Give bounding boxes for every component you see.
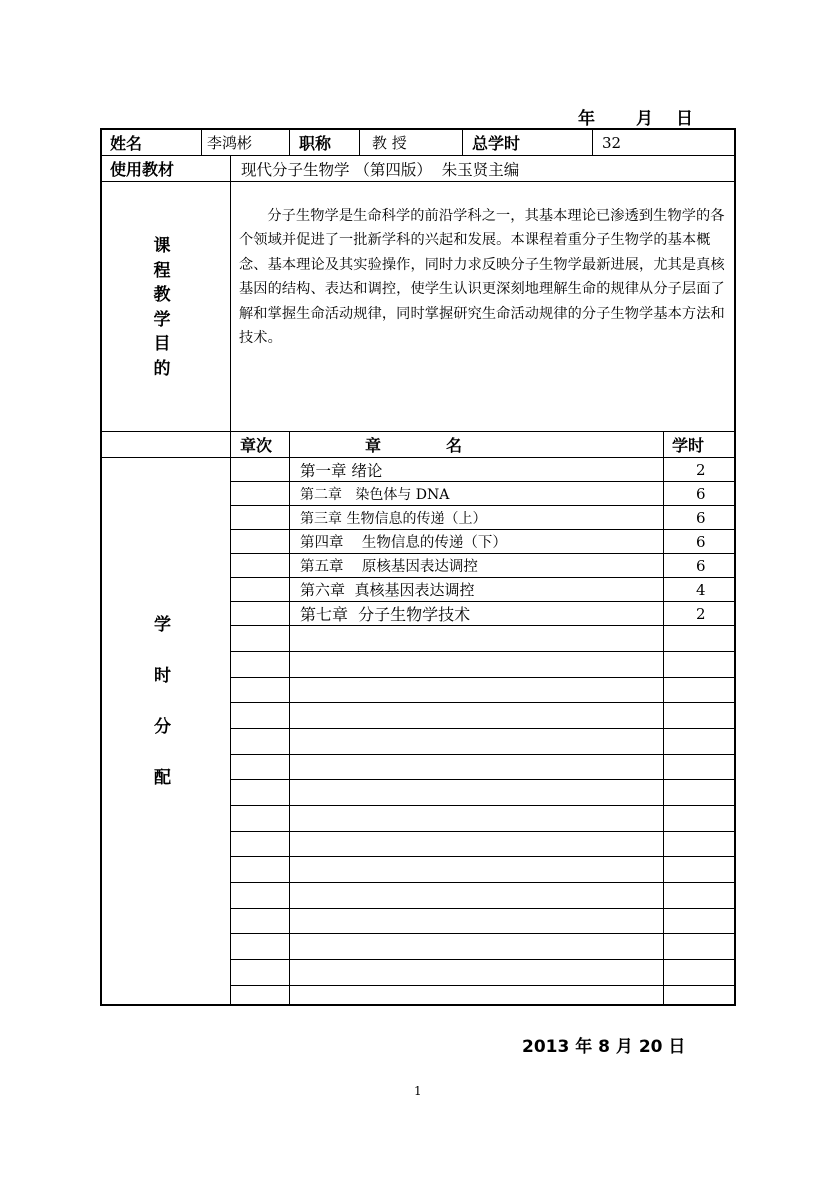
chapter-hours-cell: 6 <box>664 554 734 578</box>
empty-chapter-no-cell <box>231 755 290 780</box>
chapter-number-header: 章次 <box>231 432 290 458</box>
empty-hours-cell <box>664 986 734 1004</box>
chapter-name-cell: 第三章 生物信息的传递（上） <box>290 506 664 530</box>
empty-chapter-no-cell <box>231 652 290 678</box>
purpose-label-chars <box>151 234 173 381</box>
chapter-hours-cell: 6 <box>664 482 734 506</box>
empty-chapter-name-cell <box>290 960 664 986</box>
header-date-placeholder <box>560 104 740 128</box>
empty-chapter-no-cell <box>231 909 290 934</box>
chapter-name-cell: 第二章 染色体与 DNA <box>290 482 664 506</box>
empty-chapter-no-cell <box>231 678 290 703</box>
chapter-no-cell <box>231 482 290 506</box>
chapter-no-cell <box>231 578 290 602</box>
day-char: 日 <box>676 109 693 129</box>
chapter-no-cell <box>231 554 290 578</box>
purpose-char: 的 <box>153 358 171 379</box>
empty-chapter-name-cell <box>290 883 664 909</box>
title-label: 职称 <box>290 130 360 156</box>
empty-hours-cell <box>664 934 734 960</box>
empty-chapter-no-cell <box>231 729 290 755</box>
empty-chapter-no-cell <box>231 857 290 883</box>
chapter-name-cell: 第一章 绪论 <box>290 458 664 482</box>
purpose-char: 程 <box>153 260 171 281</box>
chapter-hours-cell: 2 <box>664 458 734 482</box>
chapter-name-header-char1: 章 <box>365 436 382 455</box>
total-hours-value: 32 <box>593 130 734 156</box>
empty-hours-cell <box>664 780 734 806</box>
page-number: 1 <box>414 1084 422 1098</box>
empty-hours-cell <box>664 832 734 857</box>
hours-header: 学时 <box>664 432 734 458</box>
empty-hours-cell <box>664 960 734 986</box>
chapter-no-cell <box>231 530 290 554</box>
chapter-name-cell: 第七章 分子生物学技术 <box>290 602 664 626</box>
empty-chapter-name-cell <box>290 729 664 755</box>
empty-chapter-name-cell <box>290 832 664 857</box>
allocation-char: 时 <box>154 666 171 686</box>
empty-chapter-name-cell <box>290 934 664 960</box>
empty-chapter-no-cell <box>231 883 290 909</box>
textbook-value: 现代分子生物学 （第四版） 朱玉贤主编 <box>231 156 734 182</box>
course-purpose-text: 分子生物学是生命科学的前沿学科之一，其基本理论已渗透到生物学的各个领域并促进了一批新学科的兴起和发展。本课程着重分子生物学的基本概念、基本理论及其实验操作，同时力求反映分子生物学最新进展，尤其是真核基因的结构、表达和调控，使学生认识更深刻地理解生命的规律从分子层面了解和掌握生命活动规律，同时掌握研究生命活动规律的分子生物学基本方法和技术。 <box>231 182 734 432</box>
empty-hours-cell <box>664 703 734 729</box>
empty-chapter-name-cell <box>290 703 664 729</box>
empty-chapter-no-cell <box>231 986 290 1004</box>
empty-chapter-name-cell <box>290 909 664 934</box>
empty-chapter-no-cell <box>231 934 290 960</box>
hours-allocation-label <box>102 458 231 1004</box>
schedule-header-blank <box>102 432 231 458</box>
empty-chapter-name-cell <box>290 780 664 806</box>
chapter-hours-cell: 6 <box>664 530 734 554</box>
empty-chapter-name-cell <box>290 806 664 832</box>
empty-chapter-name-cell <box>290 678 664 703</box>
empty-hours-cell <box>664 652 734 678</box>
chapter-name-cell: 第五章 原核基因表达调控 <box>290 554 664 578</box>
chapter-name-header-char2: 名 <box>446 436 463 455</box>
name-label: 姓名 <box>102 130 202 156</box>
empty-chapter-name-cell <box>290 755 664 780</box>
signing-date: 2013 年 8 月 20 日 <box>522 1037 686 1057</box>
chapter-no-cell <box>231 602 290 626</box>
chapter-hours-cell: 2 <box>664 602 734 626</box>
title-value: 教 授 <box>360 130 463 156</box>
chapter-hours-cell: 4 <box>664 578 734 602</box>
empty-chapter-name-cell <box>290 857 664 883</box>
empty-hours-cell <box>664 755 734 780</box>
empty-chapter-no-cell <box>231 780 290 806</box>
allocation-char: 学 <box>154 615 171 635</box>
empty-chapter-no-cell <box>231 960 290 986</box>
empty-chapter-name-cell <box>290 986 664 1004</box>
purpose-char: 教 <box>153 285 171 305</box>
empty-hours-cell <box>664 806 734 832</box>
empty-hours-cell <box>664 678 734 703</box>
purpose-char: 目 <box>153 334 171 354</box>
empty-hours-cell <box>664 909 734 934</box>
name-value: 李鸿彬 <box>202 130 290 156</box>
empty-hours-cell <box>664 857 734 883</box>
empty-hours-cell <box>664 729 734 755</box>
year-char: 年 <box>578 109 595 129</box>
empty-chapter-name-cell <box>290 652 664 678</box>
course-purpose-label <box>102 182 231 432</box>
empty-chapter-no-cell <box>231 626 290 652</box>
empty-chapter-no-cell <box>231 703 290 729</box>
chapter-name-header <box>290 432 664 458</box>
chapter-no-cell <box>231 506 290 530</box>
allocation-char: 分 <box>154 717 171 737</box>
chapter-name-cell: 第六章 真核基因表达调控 <box>290 578 664 602</box>
purpose-char: 学 <box>153 309 171 330</box>
textbook-label: 使用教材 <box>102 156 231 182</box>
chapter-no-cell <box>231 458 290 482</box>
purpose-char: 课 <box>153 236 171 256</box>
allocation-char: 配 <box>154 768 171 788</box>
course-form-table <box>100 128 736 1006</box>
chapter-name-cell: 第四章 生物信息的传递（下） <box>290 530 664 554</box>
empty-chapter-name-cell <box>290 626 664 652</box>
empty-chapter-no-cell <box>231 806 290 832</box>
total-hours-label: 总学时 <box>463 130 593 156</box>
chapter-hours-cell: 6 <box>664 506 734 530</box>
empty-chapter-no-cell <box>231 832 290 857</box>
empty-hours-cell <box>664 883 734 909</box>
month-char: 月 <box>636 109 653 129</box>
empty-hours-cell <box>664 626 734 652</box>
